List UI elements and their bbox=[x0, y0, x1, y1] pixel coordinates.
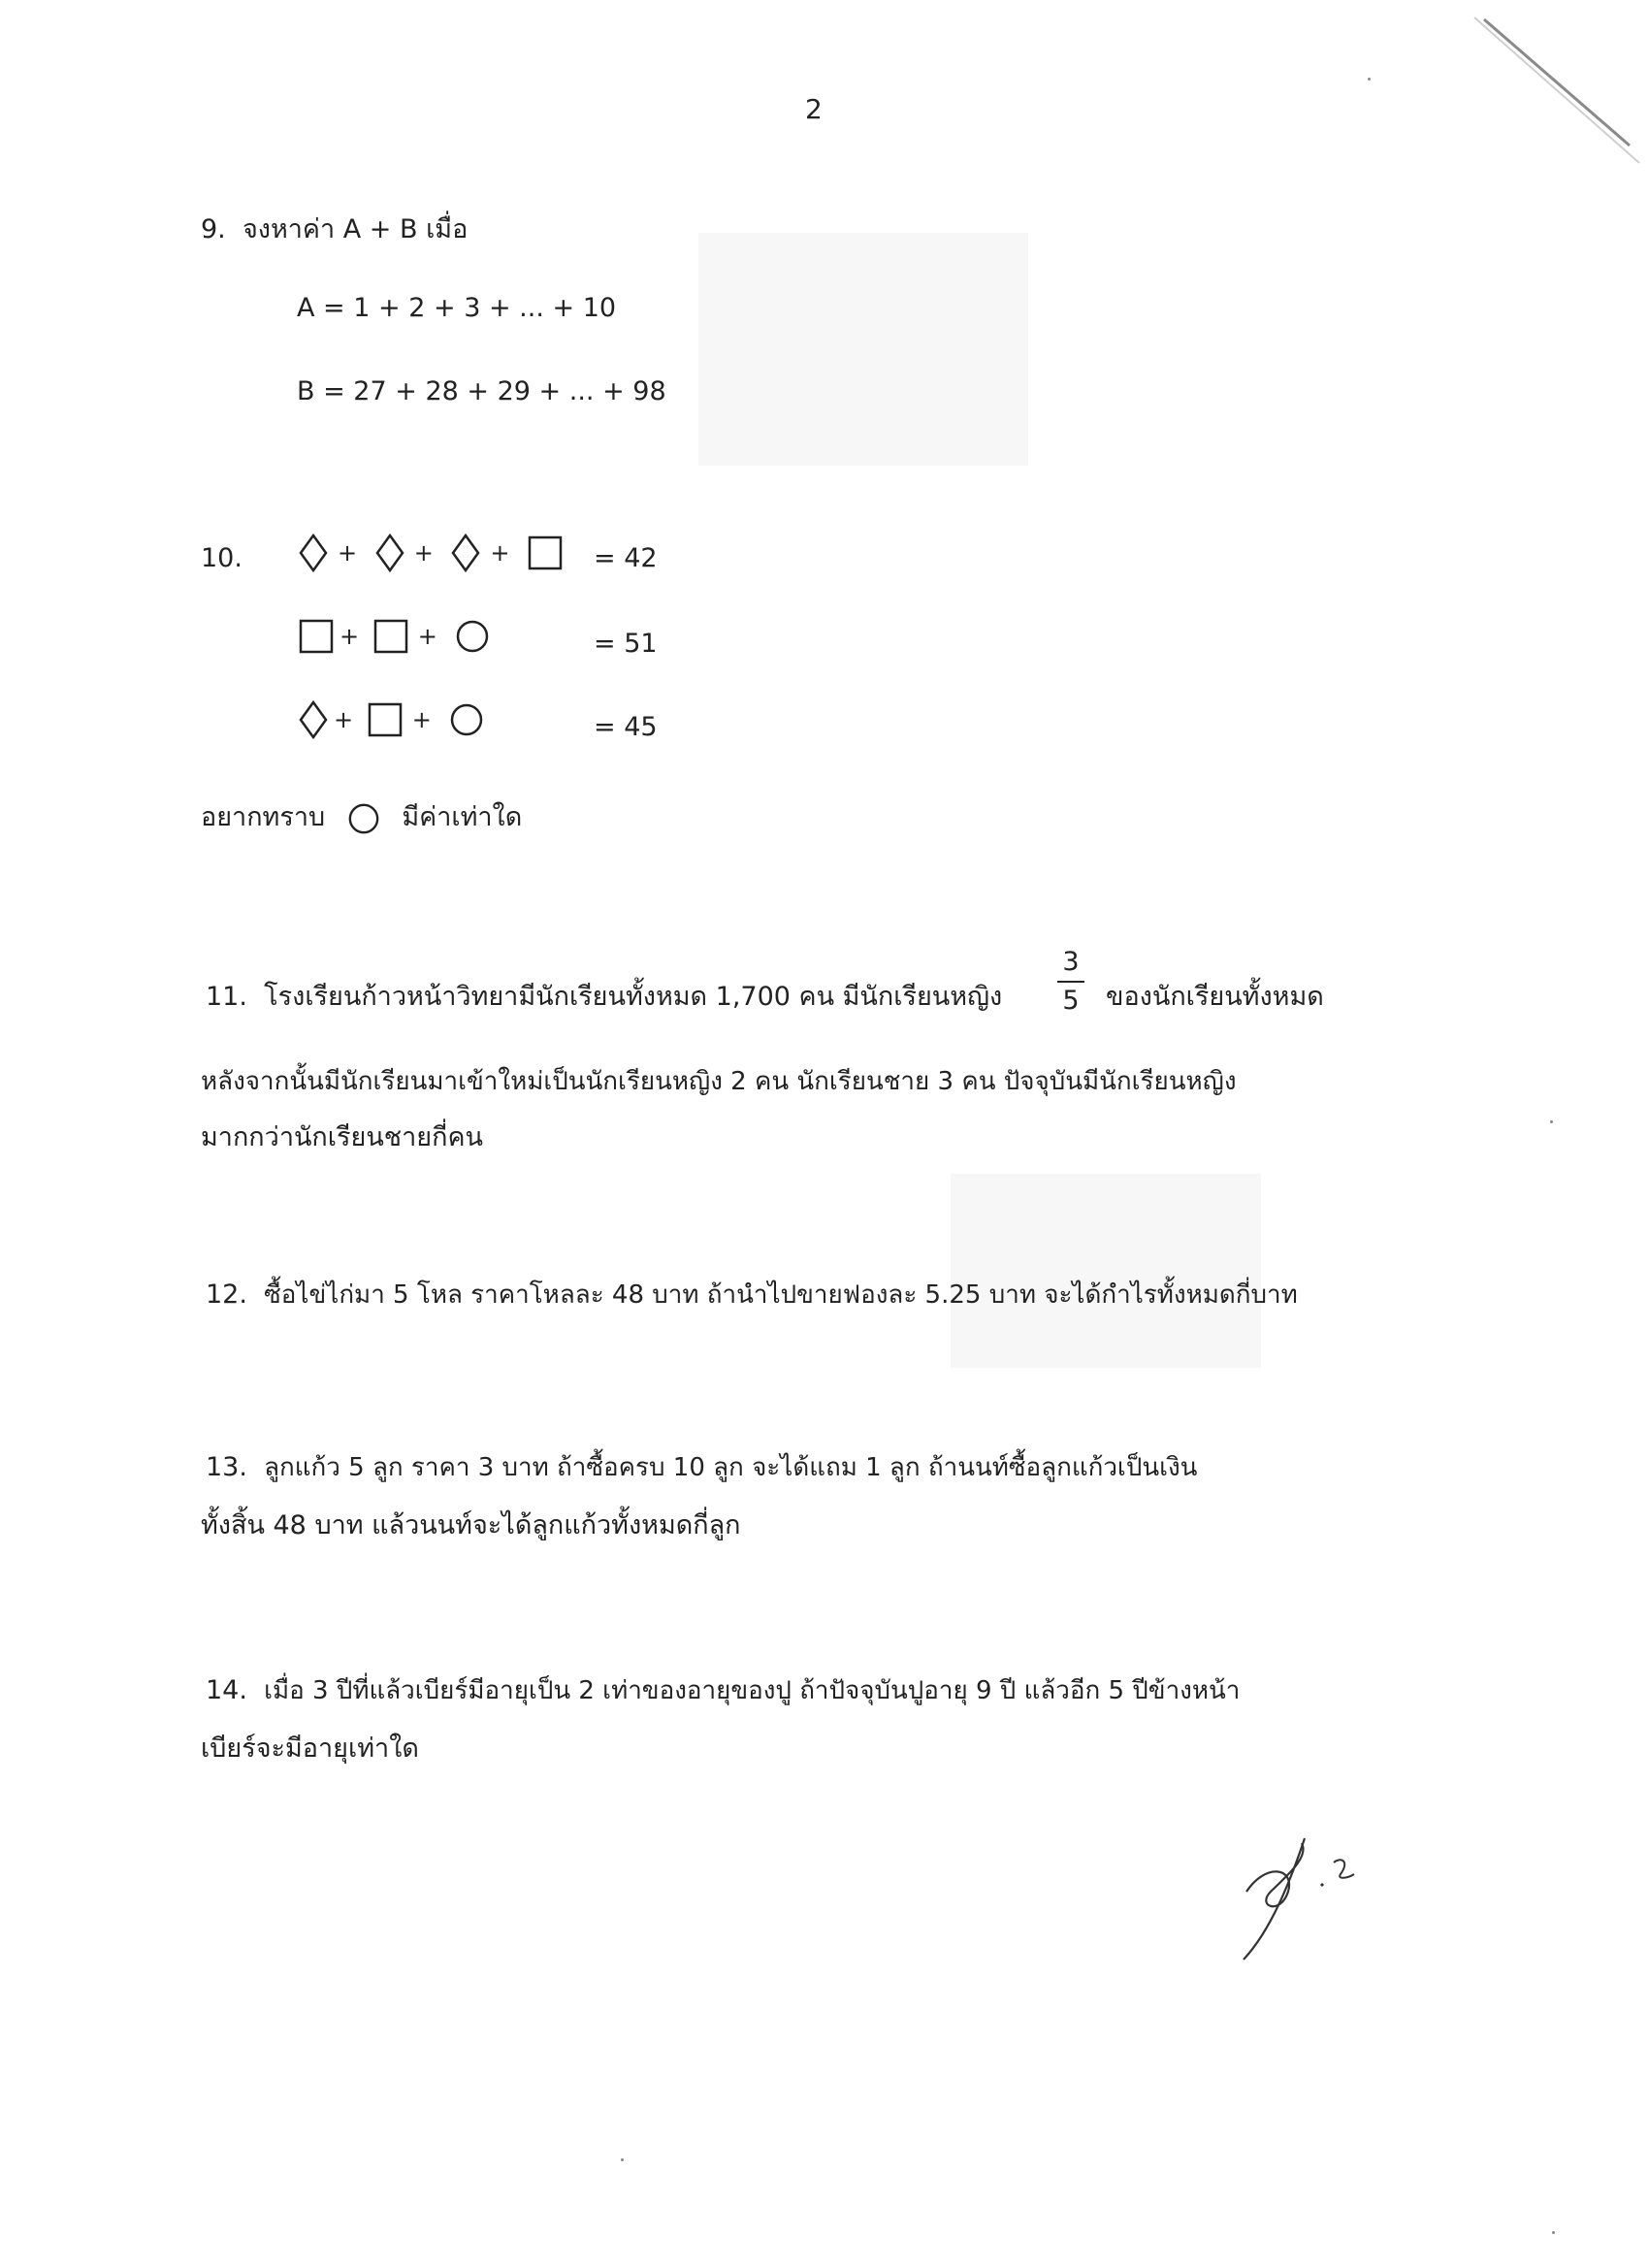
q10-equation-3: + + bbox=[299, 700, 484, 739]
q11-fraction-denominator: 5 bbox=[1062, 986, 1080, 1016]
scan-speck bbox=[621, 2158, 624, 2161]
q14-line-2: เบียร์จะมีอายุเท่าใด bbox=[201, 1733, 419, 1764]
q13-text-1: ลูกแก้ว 5 ลูก ราคา 3 บาท ถ้าซื้อครบ 10 ลูก จะได้แถม 1 ลูก ถ้านนท์ซื้อลูกแก้วเป็นเงิน bbox=[264, 1453, 1198, 1482]
q9-text: จงหาค่า A + B เมื่อ bbox=[242, 214, 469, 244]
q11-fraction bbox=[1054, 946, 1087, 1018]
q12-number: 12. bbox=[206, 1280, 247, 1310]
q14-line-1 bbox=[206, 1670, 1240, 1710]
q10-equation-2: + + bbox=[299, 619, 490, 654]
circle-icon bbox=[449, 702, 484, 737]
q11-line-2: หลังจากนั้นมีนักเรียนมาเข้าใหม่เป็นนักเรียนหญิง 2 คน นักเรียนชาย 3 คน ปัจจุบันมีนักเรียนหญิง bbox=[201, 1067, 1237, 1096]
q10-ask-prefix: อยากทราบ bbox=[201, 802, 326, 832]
square-icon bbox=[528, 535, 563, 570]
q10-question bbox=[201, 795, 522, 837]
q10-eq1-result: = 42 bbox=[594, 543, 658, 573]
page-number: 2 bbox=[805, 93, 823, 125]
q9-line-a: A = 1 + 2 + 3 + ... + 10 bbox=[297, 293, 617, 323]
q11-line-1a bbox=[206, 975, 1002, 1017]
square-icon bbox=[368, 702, 403, 737]
q10-eq3-result: = 45 bbox=[594, 712, 658, 742]
q9-line-b: B = 27 + 28 + 29 + ... + 98 bbox=[297, 376, 666, 406]
square-icon bbox=[299, 619, 334, 654]
diamond-icon bbox=[375, 534, 404, 572]
circle-icon bbox=[455, 619, 490, 654]
q9-prompt bbox=[201, 208, 468, 249]
signature bbox=[1212, 1824, 1377, 1969]
q10-equation-1: + + + bbox=[299, 534, 563, 572]
square-icon bbox=[373, 619, 408, 654]
q11-fraction-numerator: 3 bbox=[1062, 947, 1080, 977]
diamond-icon bbox=[299, 534, 328, 572]
circle-icon bbox=[347, 802, 380, 835]
scan-shadow bbox=[698, 233, 1028, 466]
q11-text-a: โรงเรียนก้าวหน้าวิทยามีนักเรียนทั้งหมด 1,700 คน มีนักเรียนหญิง bbox=[264, 982, 1003, 1012]
q10-number: 10. bbox=[201, 543, 242, 573]
q14-text-1: เมื่อ 3 ปีที่แล้วเบียร์มีอายุเป็น 2 เท่าของอายุของปู ถ้าปัจจุบันปูอายุ 9 ปี แล้วอีก 5 ปีข้างหน้า bbox=[264, 1676, 1241, 1705]
scan-speck bbox=[1550, 1120, 1553, 1123]
q13-number: 13. bbox=[206, 1452, 247, 1482]
q11-number: 11. bbox=[206, 982, 247, 1012]
scan-shadow bbox=[951, 1174, 1261, 1368]
q12-line bbox=[206, 1275, 1298, 1314]
q14-number: 14. bbox=[206, 1675, 247, 1705]
q13-line-1 bbox=[206, 1447, 1197, 1487]
q13-line-2: ทั้งสิ้น 48 บาท แล้วนนท์จะได้ลูกแก้วทั้งหมดกี่ลูก bbox=[201, 1510, 741, 1540]
scan-speck bbox=[1552, 2231, 1555, 2234]
diamond-icon bbox=[451, 534, 480, 572]
scan-speck bbox=[1368, 78, 1371, 81]
q11-line-3: มากกว่านักเรียนชายกี่คน bbox=[201, 1122, 483, 1152]
q10-eq2-result: = 51 bbox=[594, 629, 658, 659]
q9-number: 9. bbox=[201, 214, 226, 244]
q10-ask-suffix: มีค่าเท่าใด bbox=[402, 802, 523, 832]
diamond-icon bbox=[299, 700, 328, 739]
q11-line-1b: ของนักเรียนทั้งหมด bbox=[1106, 982, 1324, 1012]
q11-fraction-bar bbox=[1057, 981, 1084, 983]
q12-text: ซื้อไข่ไก่มา 5 โหล ราคาโหลละ 48 บาท ถ้านำไปขายฟองละ 5.25 บาท จะได้กำไรทั้งหมดกี่บาท bbox=[264, 1280, 1298, 1310]
folded-corner bbox=[1465, 0, 1649, 165]
